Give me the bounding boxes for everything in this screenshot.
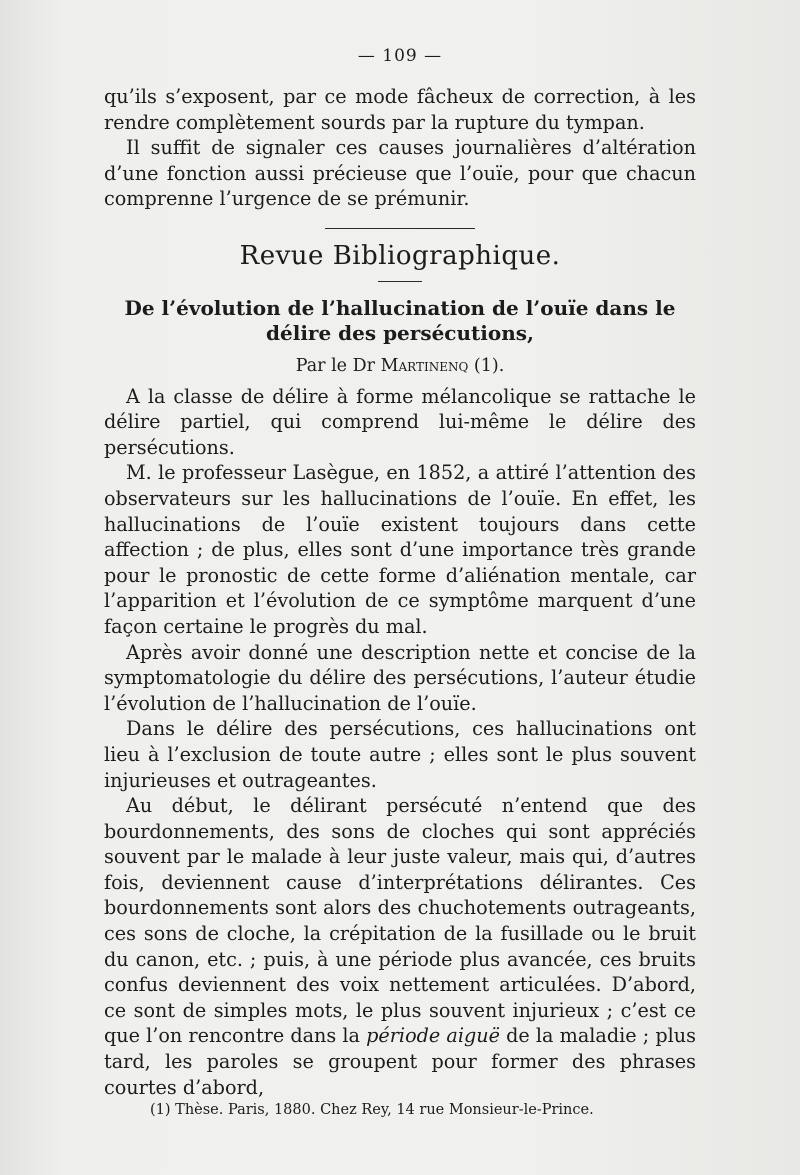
section-rule-top — [325, 228, 475, 229]
article-paragraph-2: M. le professeur Lasègue, en 1852, a attiré l’attention des observateurs sur les hallucinations de l’ouïe. En effet, les hallucinations de l’ouïe existent toujours dans cette affection ; de plus, elles sont d’une importance très grande pour le pronostic de cette forme d’aliénation mentale, car l’apparition et l’évolution de ce symptôme marquent d’une façon certaine le progrès du mal. — [104, 461, 696, 638]
article-paragraph-3: Après avoir donné une description nette et concise de la symptomatologie du délire des persécutions, l’auteur étudie l’évolution de l’hallucination de l’ouïe. — [104, 640, 696, 715]
author-name: Martinenq — [380, 356, 469, 376]
intro-paragraph-2: Il suffit de signaler ces causes journalières d’altération d’une fonction aussi précieuse que l’ouïe, pour que chacun comprenne l’urgence de se prémunir. — [104, 136, 696, 211]
intro-paragraph-1: qu’ils s’exposent, par ce mode fâcheux de correction, à les rendre complètement sourds par la rupture du tympan. — [104, 85, 696, 134]
article-paragraph-1: A la classe de délire à forme mélancolique se rattache le délire partiel, qui comprend lui-même le délire des persécutions. — [104, 384, 696, 459]
article-paragraph-4: Dans le délire des persécutions, ces hallucinations ont lieu à l’exclusion de toute autre ; elles sont le plus souvent injurieuses et outrageantes. — [104, 717, 696, 792]
byline-prefix: Par le Dr — [295, 356, 375, 376]
byline — [104, 354, 696, 380]
intro-block — [104, 84, 696, 212]
section-rule-bottom — [378, 281, 422, 282]
paragraph-5-start: Au début, le délirant persécuté n’entend que des bourdonnements, des sons de cloches qui sont appréciés souvent par le malade à leur juste valeur, mais qui, d’autres fois, deviennent cause d’interprétations délirantes. Ces bourdonnements sont alors des chuchotements outrageants, ces sons de cloche, la crépitation de la fusillade ou le bruit du canon, etc. ; puis, à une période plus avancée, ces bruits confus deviennent des voix nettement articulées. D’abord, ce sont de simples mots, le plus souvent injurieux ; c’est ce que l’on rencontre dans la — [104, 794, 696, 1048]
article-title: De l’évolution de l’hallucination de l’ouïe dans le délire des persécutions, — [124, 296, 676, 345]
review-block — [104, 228, 696, 1100]
paragraph-5-end: de la maladie ; plus tard, les paroles se groupent pour former des phrases courtes d’abord, — [104, 1024, 696, 1099]
article-paragraph-5 — [104, 793, 696, 1100]
page-number: — 109 — — [357, 46, 443, 66]
footnote: (1) Thèse. Paris, 1880. Chez Rey, 14 rue Monsieur-le-Prince. — [150, 1102, 594, 1118]
emphasis-periode-aigue: période aiguë — [366, 1024, 500, 1048]
section-title: Revue Bibliographique. — [239, 241, 561, 271]
footnote-ref: (1). — [473, 356, 505, 376]
